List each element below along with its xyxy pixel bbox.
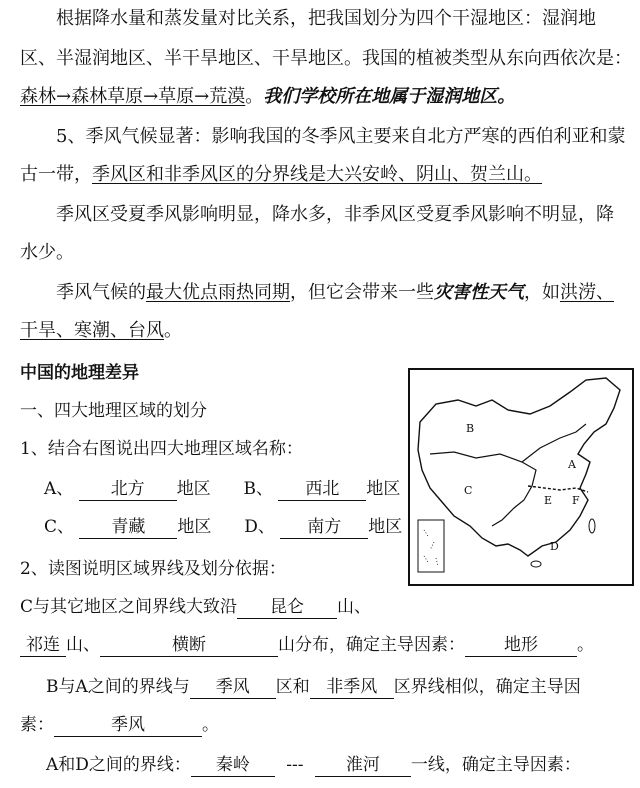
non-monsoon-blank[interactable]: 非季风 [310,676,394,699]
question-2: 2、读图说明区域界线及划分依据： [20,559,286,579]
b-line-mid: 区和 [275,677,310,697]
para2-line2 [20,162,640,188]
taiwan-island [589,519,595,533]
map-label-d: D [550,540,559,553]
option-c-label: C、 [44,517,75,537]
monsoon-boundary-statement: 季风区和非季风区的分界线是大兴安岭、阴山、贺兰山。 [92,164,542,185]
hengduan-blank[interactable]: 横断 [100,634,278,657]
boundary-b-line1 [46,674,640,700]
question-1: 1、结合右图说出四大地理区域名称： [20,439,303,459]
para4-part3: ，如 [524,282,560,303]
hainan-island [531,561,541,567]
para4-part1: 季风气候的 [56,282,146,303]
d-line-end: 一线，确定主导因素： [410,755,581,775]
b2-prefix: 素： [20,715,54,735]
kunlun-blank[interactable]: 昆仑 [237,596,337,619]
monsoon-blank[interactable]: 季风 [190,676,276,699]
map-label-b: B [466,422,475,435]
period: 。 [245,86,264,107]
monsoon-advantage: 最大优点雨热同期 [146,282,290,303]
map-label-e: E [544,494,553,507]
b2-period: 。 [202,715,219,735]
b-line-end: 区界线相似，确定主导因 [393,677,581,697]
disaster-weather: 灾害性天气 [434,282,524,303]
para2-prefix: 古一带， [20,164,92,185]
para4-part2: ，但它会带来一些 [290,282,434,303]
boundary-a-d [528,486,588,492]
answer-a-blank[interactable]: 北方 [79,478,177,501]
boundary-c [430,452,536,526]
para4-line1 [56,280,640,306]
map-label-f: F [572,494,580,507]
flood-text: 洪涝、 [560,282,614,303]
qinling-blank[interactable]: 秦岭 [191,754,275,777]
terrain-blank[interactable]: 地形 [465,634,577,657]
dash-separator: --- [286,755,304,775]
para3-line2: 水少。 [20,242,74,263]
d-line-text: A和D之间的界线： [46,755,191,775]
para4-line2 [20,318,640,344]
answer-c-blank[interactable]: 青藏 [79,516,177,539]
option-c-suffix: 地区 [177,517,212,537]
huaihe-blank[interactable]: 淮河 [315,754,411,777]
section-heading: 中国的地理差异 [20,363,139,383]
para1-line2: 区、半湿润地区、半干旱地区、干旱地区。我国的植被类型从东向西依次是： [20,48,632,69]
qilian-blank[interactable]: 祁连 [20,634,66,657]
china-map-svg [410,370,632,584]
para1-line3 [20,84,640,110]
para1-line1: 根据降水量和蒸发量对比关系，把我国划分为四个干湿地区：湿润地 [56,8,596,29]
option-d-suffix: 地区 [368,517,403,537]
option-d-label: D、 [244,517,275,537]
qilian-suffix: 山、 [66,635,100,655]
map-label-c: C [464,484,473,497]
c2-period: 。 [577,635,594,655]
boundary-b-a [522,424,586,462]
factor-monsoon-blank[interactable]: 季风 [54,714,202,737]
subsection-title: 一、四大地理区域的划分 [20,401,207,421]
b-line-text: B与A之间的界线与 [46,677,190,697]
option-a-label: A、 [44,479,74,499]
boundary-c-line1 [20,594,640,620]
answer-b-blank[interactable]: 西北 [278,478,366,501]
option-a-suffix: 地区 [176,479,211,499]
disaster-list: 干旱、寒潮、台风 [20,320,164,341]
c-line-text: C与其它地区之间界线大致沿 [20,597,238,617]
boundary-c-line2 [20,632,640,658]
option-b-label: B、 [243,479,273,499]
option-b-suffix: 地区 [366,479,401,499]
boundary-b-line2 [20,712,640,738]
c-line-suffix: 山、 [337,597,372,617]
para3-line1: 季风区受夏季风影响明显，降水多，非季风区受夏季风影响不明显，降 [56,204,614,225]
inset-islands [424,530,438,566]
map-label-a: A [568,458,576,471]
south-sea-inset [418,520,444,572]
china-regions-map [408,368,634,586]
answer-d-blank[interactable]: 南方 [280,516,368,539]
school-location-statement: 我们学校所在地属于湿润地区。 [263,86,516,107]
para2-line1: 5、季风气候显著：影响我国的冬季风主要来自北方严寒的西伯利亚和蒙 [56,126,626,147]
c2-text: 山分布，确定主导因素： [278,635,465,655]
vegetation-sequence: 森林→森林草原→草原→荒漠 [20,86,246,107]
boundary-d-line [46,752,640,778]
period: 。 [164,320,182,341]
